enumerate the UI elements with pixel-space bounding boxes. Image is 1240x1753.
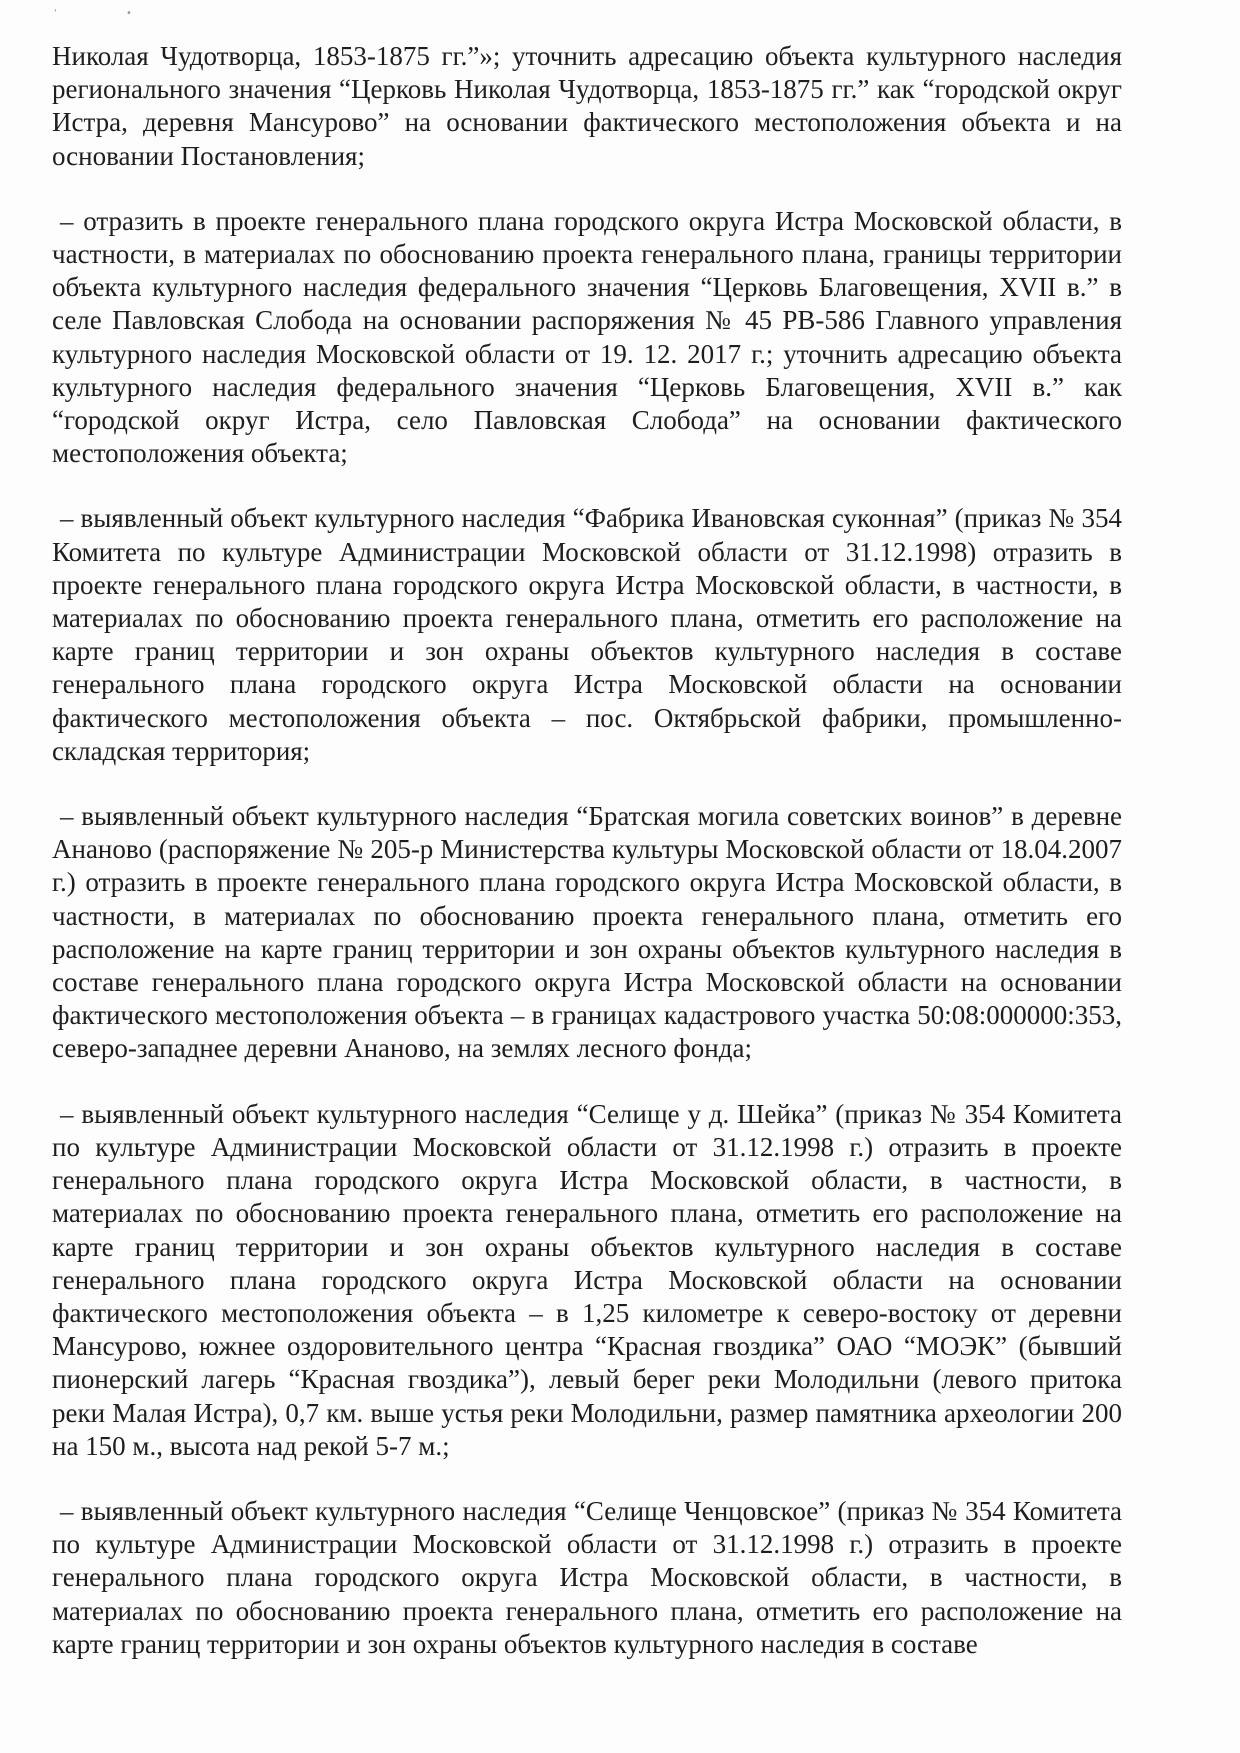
scan-mark: ' — [54, 8, 57, 19]
paragraph-item: – отразить в проекте генерального плана городского округа Истра Московской области, в частности, в материалах по обоснованию проекта генерального плана, границы территории объекта культурного наследия федерального значения “Церковь Благовещения, XVII в.” в селе Павловская Слобода на основании распоряжения № 45 РВ-586 Главного управления культурного наследия Московской области от 19. 12. 2017 г.; уточнить адресацию объекта культурного наследия федерального значения “Церковь Благовещения, XVII в.” как “городской округ Истра, село Павловская Слобода” на основании фактического местоположения объекта; — [52, 205, 1122, 469]
paragraph-item: – выявленный объект культурного наследия “Селище Ченцовское” (приказ № 354 Комитета по культуре Администрации Московской области от 31.12.1998 г.) отразить в проекте генерального плана городского округа Истра Московской области, в частности, в материалах по обоснованию проекта генерального плана, отметить его расположение на карте границ территории и зон охраны объектов культурного наследия в составе — [52, 1495, 1122, 1659]
paragraph-continuation: Николая Чудотворца, 1853-1875 гг.”»; уточнить адресацию объекта культурного наследия регионального значения “Церковь Николая Чудотворца, 1853-1875 гг.” как “городской округ Истра, деревня Мансурово” на основании фактического местоположения объекта и на основании Постановления; — [52, 41, 1122, 171]
paragraph-item: – выявленный объект культурного наследия “Фабрика Ивановская суконная” (приказ № 354 Комитета по культуре Администрации Московской области от 31.12.1998) отразить в проекте генерального плана городского округа Истра Московской области, в частности, в материалах по обоснованию проекта генерального плана, отметить его расположение на карте границ территории и зон охраны объектов культурного наследия в составе генерального плана городского округа Истра Московской области на основании фактического местоположения объекта – пос. Октябрьской фабрики, промышленно-складская территория; — [52, 503, 1122, 766]
scan-mark: • — [126, 8, 132, 19]
document-body — [52, 40, 1122, 1693]
paragraph-item: – выявленный объект культурного наследия “Братская могила советских воинов” в деревне Ананово (распоряжение № 205-р Министерства культуры Московской области от 18.04.2007 г.) отразить в проекте генерального плана городского округа Истра Московской области, в частности, в материалах по обоснованию проекта генерального плана, отметить его расположение на карте границ территории и зон охраны объектов культурного наследия в составе генерального плана городского округа Истра Московской области на основании фактического местоположения объекта – в границах кадастрового участка 50:08:000000:353, северо-западнее деревни Ананово, на землях лесного фонда; — [52, 801, 1122, 1064]
paragraph-item: – выявленный объект культурного наследия “Селище у д. Шейка” (приказ № 354 Комитета по культуре Администрации Московской области от 31.12.1998 г.) отразить в проекте генерального плана городского округа Истра Московской области, в частности, в материалах по обоснованию проекта генерального плана, отметить его расположение на карте границ территории и зон охраны объектов культурного наследия в составе генерального плана городского округа Истра Московской области на основании фактического местоположения объекта – в 1,25 километре к северо-востоку от деревни Мансурово, южнее оздоровительного центра “Красная гвоздика” ОАО “МОЭК” (бывший пионерский лагерь “Красная гвоздика”), левый берег реки Молодильни (левого притока реки Малая Истра), 0,7 км. выше устья реки Молодильни, размер памятника археологии 200 на 150 м., высота над рекой 5-7 м.; — [52, 1098, 1122, 1461]
